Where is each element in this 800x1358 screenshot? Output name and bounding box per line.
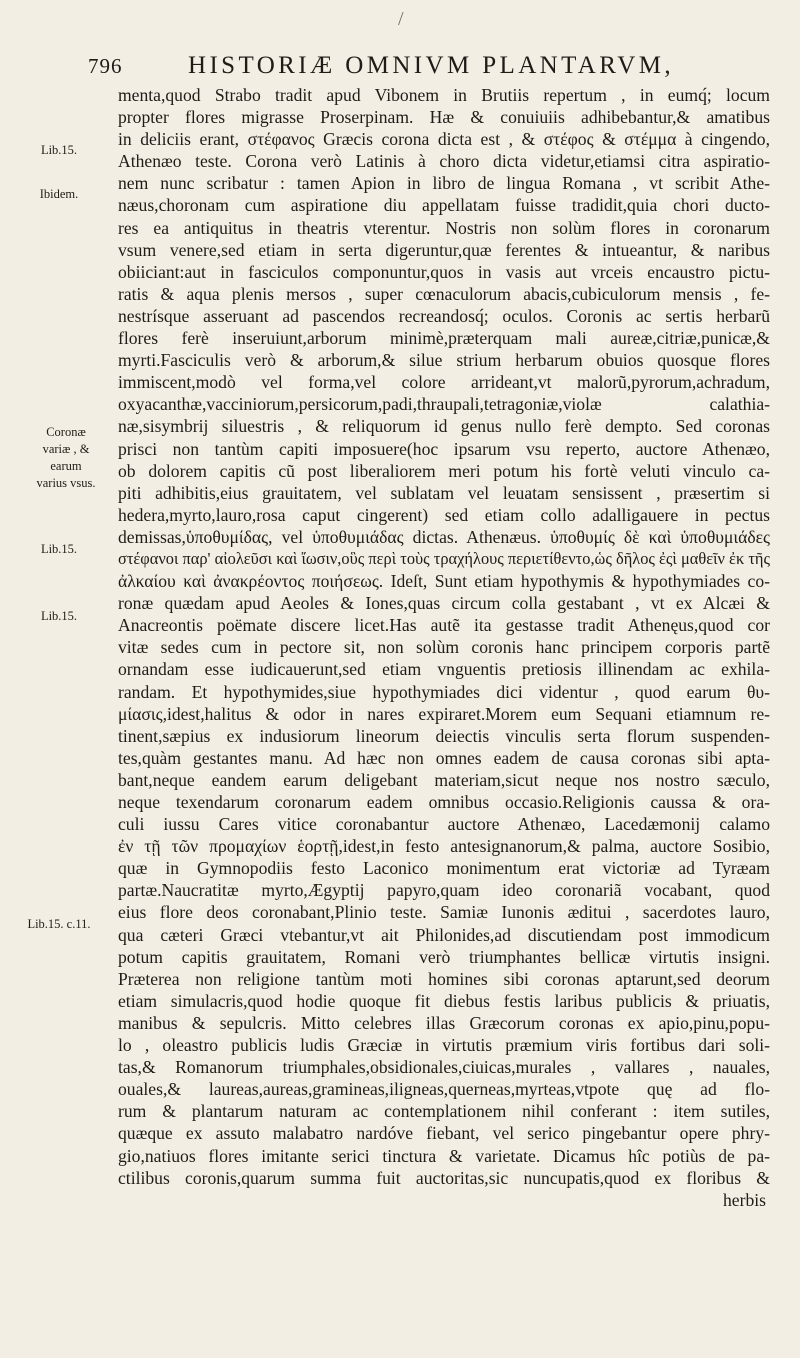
text-line: tinent,sæpius ex indusiorum lineorum deiectis vinculis serta florum suspenden- [118, 725, 770, 746]
text-line: culi iussu Cares vitice coronabantur auctore Athenæo, Lacedæmonij calamo [118, 814, 770, 835]
text-line: vitæ sedes cum in pectore sit, non solùm coronis hanc principem corporis partẽ [118, 637, 770, 658]
text-line: myrti.Fasciculis verò & arborum,& silue strium herbarum obuios quosque flores [118, 350, 770, 371]
text-line: oxyacanthæ,vacciniorum,persicorum,padi,thraupali,tetragoniæ,violæ calathia- [118, 394, 770, 415]
text-line: lo , oleastro publicis ludis Græciæ in virtutis præmium viris fortibus dari soli- [118, 1035, 770, 1056]
text-line: ob dolorem capitis cũ post liberaliorem meri potum his fortè veluti vinculo ca- [118, 460, 770, 481]
running-head: HISTORIÆ OMNIVM PLANTARVM, [188, 52, 675, 79]
text-line: Præterea non religione tantùm moti homines sibi coronas aptarunt,sed deorum [118, 968, 770, 989]
text-line: immiscent,modò vel forma,vel colore arrideant,vt malorũ,pyrorum,achradum, [118, 372, 770, 393]
text-line: næus,choronam cum aspiratione diu appellatam fuisse tradidit,quia chori ducto- [118, 195, 770, 216]
text-line: flores ferè inseruiunt,arborum minimè,præterquam mali aureæ,citriæ,punicæ,& [118, 328, 770, 349]
text-line: neque texendarum coronarum eadem omnibus occasio.Religionis caussa & ora- [118, 792, 770, 812]
text-line: μίασις,idest,halitus & odor in nares expiraret.Morem eum Sequani etiamnum re- [118, 703, 770, 724]
margin-note-lib15-a: Lib.15. [40, 143, 78, 157]
text-line: Anacreontis poëmate discere licet.Has autẽ ita gestasse tradit Athenęus,quod cor [118, 615, 770, 636]
text-line: randam. Et hypothymides,siue hypothymiades dici videntur , quod earum θυ- [118, 681, 770, 702]
text-line: quæque ex assuto malabatro nardóve fiebant, vel serico pingebantur opere phry- [118, 1123, 770, 1144]
text-line: tes,quàm gestantes manu. Ad hæc non omnes eadem de causa coronas sibi apta- [118, 747, 770, 768]
text-line: ornandam esse iudicauerunt,sed etiam vnguentis pretiosis illinendam ac exhila- [118, 659, 770, 680]
text-line: ouales,& laureas,aureas,gramineas,iligneas,querneas,myrteas,vtpote quę ad flo- [118, 1079, 770, 1100]
text-line: demissas,ὑποθυμίδας, vel ὑποθυμιάδας dictas. Athenæus. ὑποθυμίς δὲ καὶ ὑποθυμιάδες [118, 526, 770, 547]
text-line: eius flore deos coronabant,Plinio teste. Samiæ Iunonis æditui , sacerdotes lauro, [118, 902, 770, 923]
text-line: in deliciis erant, στέφανος Græcis corona dicta est , & στέφος & στέμμα à cingendo, [118, 129, 770, 150]
text-line: ctilibus coronis,quarum summa fuit auctoritas,sic nuncupatis,quod ex floribus & [118, 1167, 770, 1188]
text-line: tas,& Romanorum triumphales,obsidionales,ciuicas,murales , vallares , nauales, [118, 1057, 770, 1078]
text-line: nestrísque asseruant ad pascendos recreandosq́; oculos. Coronis ac sertis herbarũ [118, 305, 770, 326]
margin-note-lib15-c: Lib.15. [40, 609, 78, 623]
margin-note-coronae-variae: Coronæ variæ , & earum varius vsus. [36, 425, 96, 490]
text-line: ἀλκαίου καὶ ἀνακρέοντος ποιήσεως. Ideſt, Sunt etiam hypothymis & hypothymiades co- [118, 571, 770, 592]
text-line: manibus & sepulcris. Mitto celebres illas Græcorum coronas ex apio,pinu,popu- [118, 1012, 770, 1033]
text-line: menta,quod Strabo tradit apud Vibonem in Brutiis repertum , in eumq́; locum [118, 85, 770, 105]
main-text-block [118, 84, 770, 1211]
text-line: potum capitis grauitatem, Romani verò triumphantes bellicæ virtutis insigni. [118, 946, 770, 967]
page-number: 796 [88, 54, 123, 78]
text-line: στέφανοι παρ' αἰολεῦσι καὶ ἴωσιν,οὓς περὶ τοὺς τραχήλους περιετίθεντο,ὡς δῆλος ἐςὶ μαθεῖν ἐκ τῆς [118, 548, 770, 568]
text-line: vsum venere,sed etiam in serta digeruntur,quæ ferentes & intueantur, & naribus [118, 239, 770, 260]
text-line: obiiciant:aut in fasciculos componuntur,quos in vasis aut vrceis encaustro pictu- [118, 261, 770, 282]
text-line: bant,neque eandem earum deligebant materiam,sicut neque nos nostro sæculo, [118, 769, 770, 790]
text-line: ronæ quædam apud Aeoles & Iones,quas circum colla gestabant , vt ex Alcæi & [118, 593, 770, 614]
text-line: gio,natiuos flores imitante serici tinctura & varietate. Dicamus hîc potiùs de pa- [118, 1145, 770, 1166]
text-line: nem nunc scribatur : tamen Apion in libro de lingua Romana , vt scribit Athe- [118, 173, 770, 194]
text-line: res ea antiquitus in theatris vterentur. Nostris non solùm flores in coronarum [118, 217, 770, 238]
text-line: partæ.Naucratitæ myrto,Ægyptij papyro,quam ideo coronariã vocabant, quod [118, 880, 770, 901]
margin-note-lib15-b: Lib.15. [40, 542, 78, 556]
text-line: næ,sisymbrij siluestris , & reliquorum id genus nullo ferè dempto. Sed coronas [118, 416, 770, 437]
margin-note-ibidem: Ibidem. [39, 187, 79, 201]
text-line: prisci non tantùm capiti imposuere(hoc ipsarum vsu reperto, auctore Athenæo, [118, 438, 770, 459]
text-line: qua cæteri Græci vtebantur,vt ait Philonides,ad discutiendam post immodicum [118, 924, 770, 945]
text-line: piti adhibitis,eius grauitatem, vel sublatam vel leuatam sensissent , præsertim si [118, 482, 770, 503]
text-line: ἐν τῇ τῶν προμαχίων ἑορτῇ,idest,in festo antesignanorum,& palma, auctore Sosibio, [118, 836, 770, 857]
page-header [88, 52, 768, 88]
text-line: quæ in Gymnopodiis festo Laconico monimentum erat victoriæ ad Tyræam [118, 858, 770, 879]
top-mark: / [398, 8, 404, 30]
margin-note-lib15-c11: Lib.15. c.11. [27, 917, 91, 931]
text-line: propter flores migrasse Proserpinam. Hæ & conuiuiis adhibebantur,& amatibus [118, 107, 770, 128]
text-line: etiam simulacris,quod hodie quoque fit diebus festis laribus publicis & priuatis, [118, 990, 770, 1011]
text-line: hedera,myrto,lauro,rosa caput cingerent) sed etiam collo adalligauere in pectus [118, 504, 770, 525]
text-line: ratis & aqua plenis mersos , super cœnaculorum abacis,cubiculorum mensis , fe- [118, 283, 770, 304]
text-line: herbis [723, 1189, 766, 1210]
text-line: Athenæo teste. Corona verò Latinis à choro dicta videtur,etiamsi citra aspiratio- [118, 151, 770, 172]
text-line: rum & plantarum naturam ac contemplationem nihil conferant : item sutiles, [118, 1101, 770, 1122]
